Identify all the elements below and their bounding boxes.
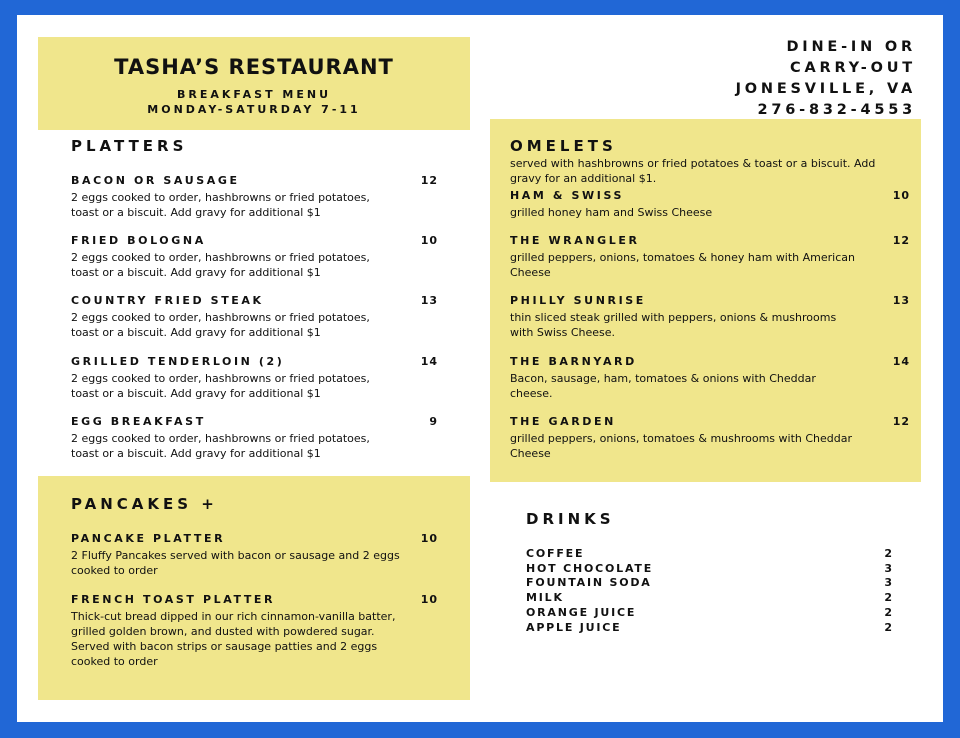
- omelets-heading: OMELETS: [510, 137, 617, 155]
- menu-item-desc: [510, 371, 816, 401]
- desc-line: toast or a biscuit. Add gravy for additional $1: [71, 387, 321, 400]
- desc-line: grilled honey ham and Swiss Cheese: [510, 206, 713, 219]
- drink-name: MILK: [526, 591, 564, 604]
- drink-price: 3: [884, 562, 892, 575]
- desc-line: Served with bacon strips or sausage patties and 2 eggs: [71, 640, 378, 653]
- menu-item-price: 13: [420, 294, 438, 307]
- menu-item-desc: [71, 310, 370, 340]
- menu-item-name: GRILLED TENDERLOIN (2): [71, 355, 285, 368]
- menu-item-price: 10: [420, 234, 438, 247]
- menu-item-desc: [510, 250, 855, 280]
- desc-line: Bacon, sausage, ham, tomatoes & onions with Cheddar: [510, 372, 816, 385]
- menu-item-name: BACON OR SAUSAGE: [71, 174, 240, 187]
- menu-item-desc: [510, 310, 836, 340]
- menu-item-name: FRIED BOLOGNA: [71, 234, 206, 247]
- drink-price: 2: [884, 547, 892, 560]
- menu-item-desc: [71, 190, 370, 220]
- menu-item-price: 14: [892, 355, 910, 368]
- drink-price: 2: [884, 621, 892, 634]
- drink-name: ORANGE JUICE: [526, 606, 637, 619]
- title-panel: [38, 37, 470, 130]
- desc-line: with Swiss Cheese.: [510, 326, 616, 339]
- drinks-heading: DRINKS: [526, 510, 615, 528]
- drink-name: HOT CHOCOLATE: [526, 562, 654, 575]
- contact-block: [736, 37, 916, 121]
- menu-item-price: 10: [892, 189, 910, 202]
- desc-line: 2 eggs cooked to order, hashbrowns or fried potatoes,: [71, 191, 370, 204]
- menu-item-desc: [71, 548, 400, 578]
- drink-price: 2: [884, 591, 892, 604]
- desc-line: 2 eggs cooked to order, hashbrowns or fried potatoes,: [71, 311, 370, 324]
- menu-item-name: HAM & SWISS: [510, 189, 625, 202]
- contact-location: JONESVILLE, VA: [735, 81, 916, 97]
- contact-line: DINE-IN OR: [786, 39, 916, 55]
- menu-item-price: 12: [420, 174, 438, 187]
- menu-hours: MONDAY-SATURDAY 7-11: [147, 103, 361, 116]
- menu-item-price: 9: [429, 415, 438, 428]
- desc-line: Cheese: [510, 447, 551, 460]
- menu-item-desc: [71, 431, 370, 461]
- menu-item-name: THE GARDEN: [510, 415, 616, 428]
- desc-line: 2 Fluffy Pancakes served with bacon or sausage and 2 eggs: [71, 549, 400, 562]
- desc-line: grilled peppers, onions, tomatoes & honey ham with American: [510, 251, 855, 264]
- drink-name: APPLE JUICE: [526, 621, 622, 634]
- desc-line: 2 eggs cooked to order, hashbrowns or fried potatoes,: [71, 372, 370, 385]
- menu-item-price: 12: [892, 234, 910, 247]
- restaurant-name: TASHA’S RESTAURANT: [114, 55, 394, 79]
- menu-item-name: PHILLY SUNRISE: [510, 294, 646, 307]
- desc-line: toast or a biscuit. Add gravy for additional $1: [71, 206, 321, 219]
- desc-line: Cheese: [510, 266, 551, 279]
- menu-item-price: 14: [420, 355, 438, 368]
- menu-item-name: THE BARNYARD: [510, 355, 637, 368]
- menu-subtitle: BREAKFAST MENU: [176, 88, 332, 101]
- desc-line: gravy for an additional $1.: [510, 172, 657, 185]
- menu-item-desc: [510, 205, 712, 220]
- menu-item-name: COUNTRY FRIED STEAK: [71, 294, 264, 307]
- desc-line: served with hashbrowns or fried potatoes & toast or a biscuit. Add: [510, 157, 876, 170]
- menu-item-price: 12: [892, 415, 910, 428]
- desc-line: toast or a biscuit. Add gravy for additional $1: [71, 266, 321, 279]
- drink-name: COFFEE: [526, 547, 585, 560]
- desc-line: toast or a biscuit. Add gravy for additional $1: [71, 447, 321, 460]
- menu-item-price: 13: [892, 294, 910, 307]
- menu-item-name: PANCAKE PLATTER: [71, 532, 226, 545]
- desc-line: 2 eggs cooked to order, hashbrowns or fried potatoes,: [71, 432, 370, 445]
- desc-line: grilled peppers, onions, tomatoes & mushrooms with Cheddar: [510, 432, 852, 445]
- menu-item-name: THE WRANGLER: [510, 234, 640, 247]
- menu-item-desc: [71, 250, 370, 280]
- pancakes-heading: PANCAKES +: [71, 495, 218, 513]
- menu-item-desc: [71, 609, 395, 669]
- desc-line: grilled golden brown, and dusted with powdered sugar.: [71, 625, 375, 638]
- contact-line: CARRY-OUT: [790, 60, 916, 76]
- desc-line: cooked to order: [71, 655, 158, 668]
- drink-price: 3: [884, 576, 892, 589]
- desc-line: cooked to order: [71, 564, 158, 577]
- desc-line: cheese.: [510, 387, 553, 400]
- contact-phone: 276-832-4553: [757, 102, 916, 118]
- drink-price: 2: [884, 606, 892, 619]
- menu-item-desc: [71, 371, 370, 401]
- platters-heading: PLATTERS: [71, 137, 188, 155]
- menu-item-price: 10: [420, 532, 438, 545]
- omelets-intro: [510, 156, 875, 186]
- desc-line: 2 eggs cooked to order, hashbrowns or fried potatoes,: [71, 251, 370, 264]
- desc-line: thin sliced steak grilled with peppers, onions & mushrooms: [510, 311, 837, 324]
- desc-line: Thick-cut bread dipped in our rich cinnamon-vanilla batter,: [71, 610, 396, 623]
- drink-name: FOUNTAIN SODA: [526, 576, 652, 589]
- desc-line: toast or a biscuit. Add gravy for additional $1: [71, 326, 321, 339]
- menu-item-price: 10: [420, 593, 438, 606]
- menu-item-name: FRENCH TOAST PLATTER: [71, 593, 276, 606]
- menu-item-name: EGG BREAKFAST: [71, 415, 206, 428]
- menu-item-desc: [510, 431, 852, 461]
